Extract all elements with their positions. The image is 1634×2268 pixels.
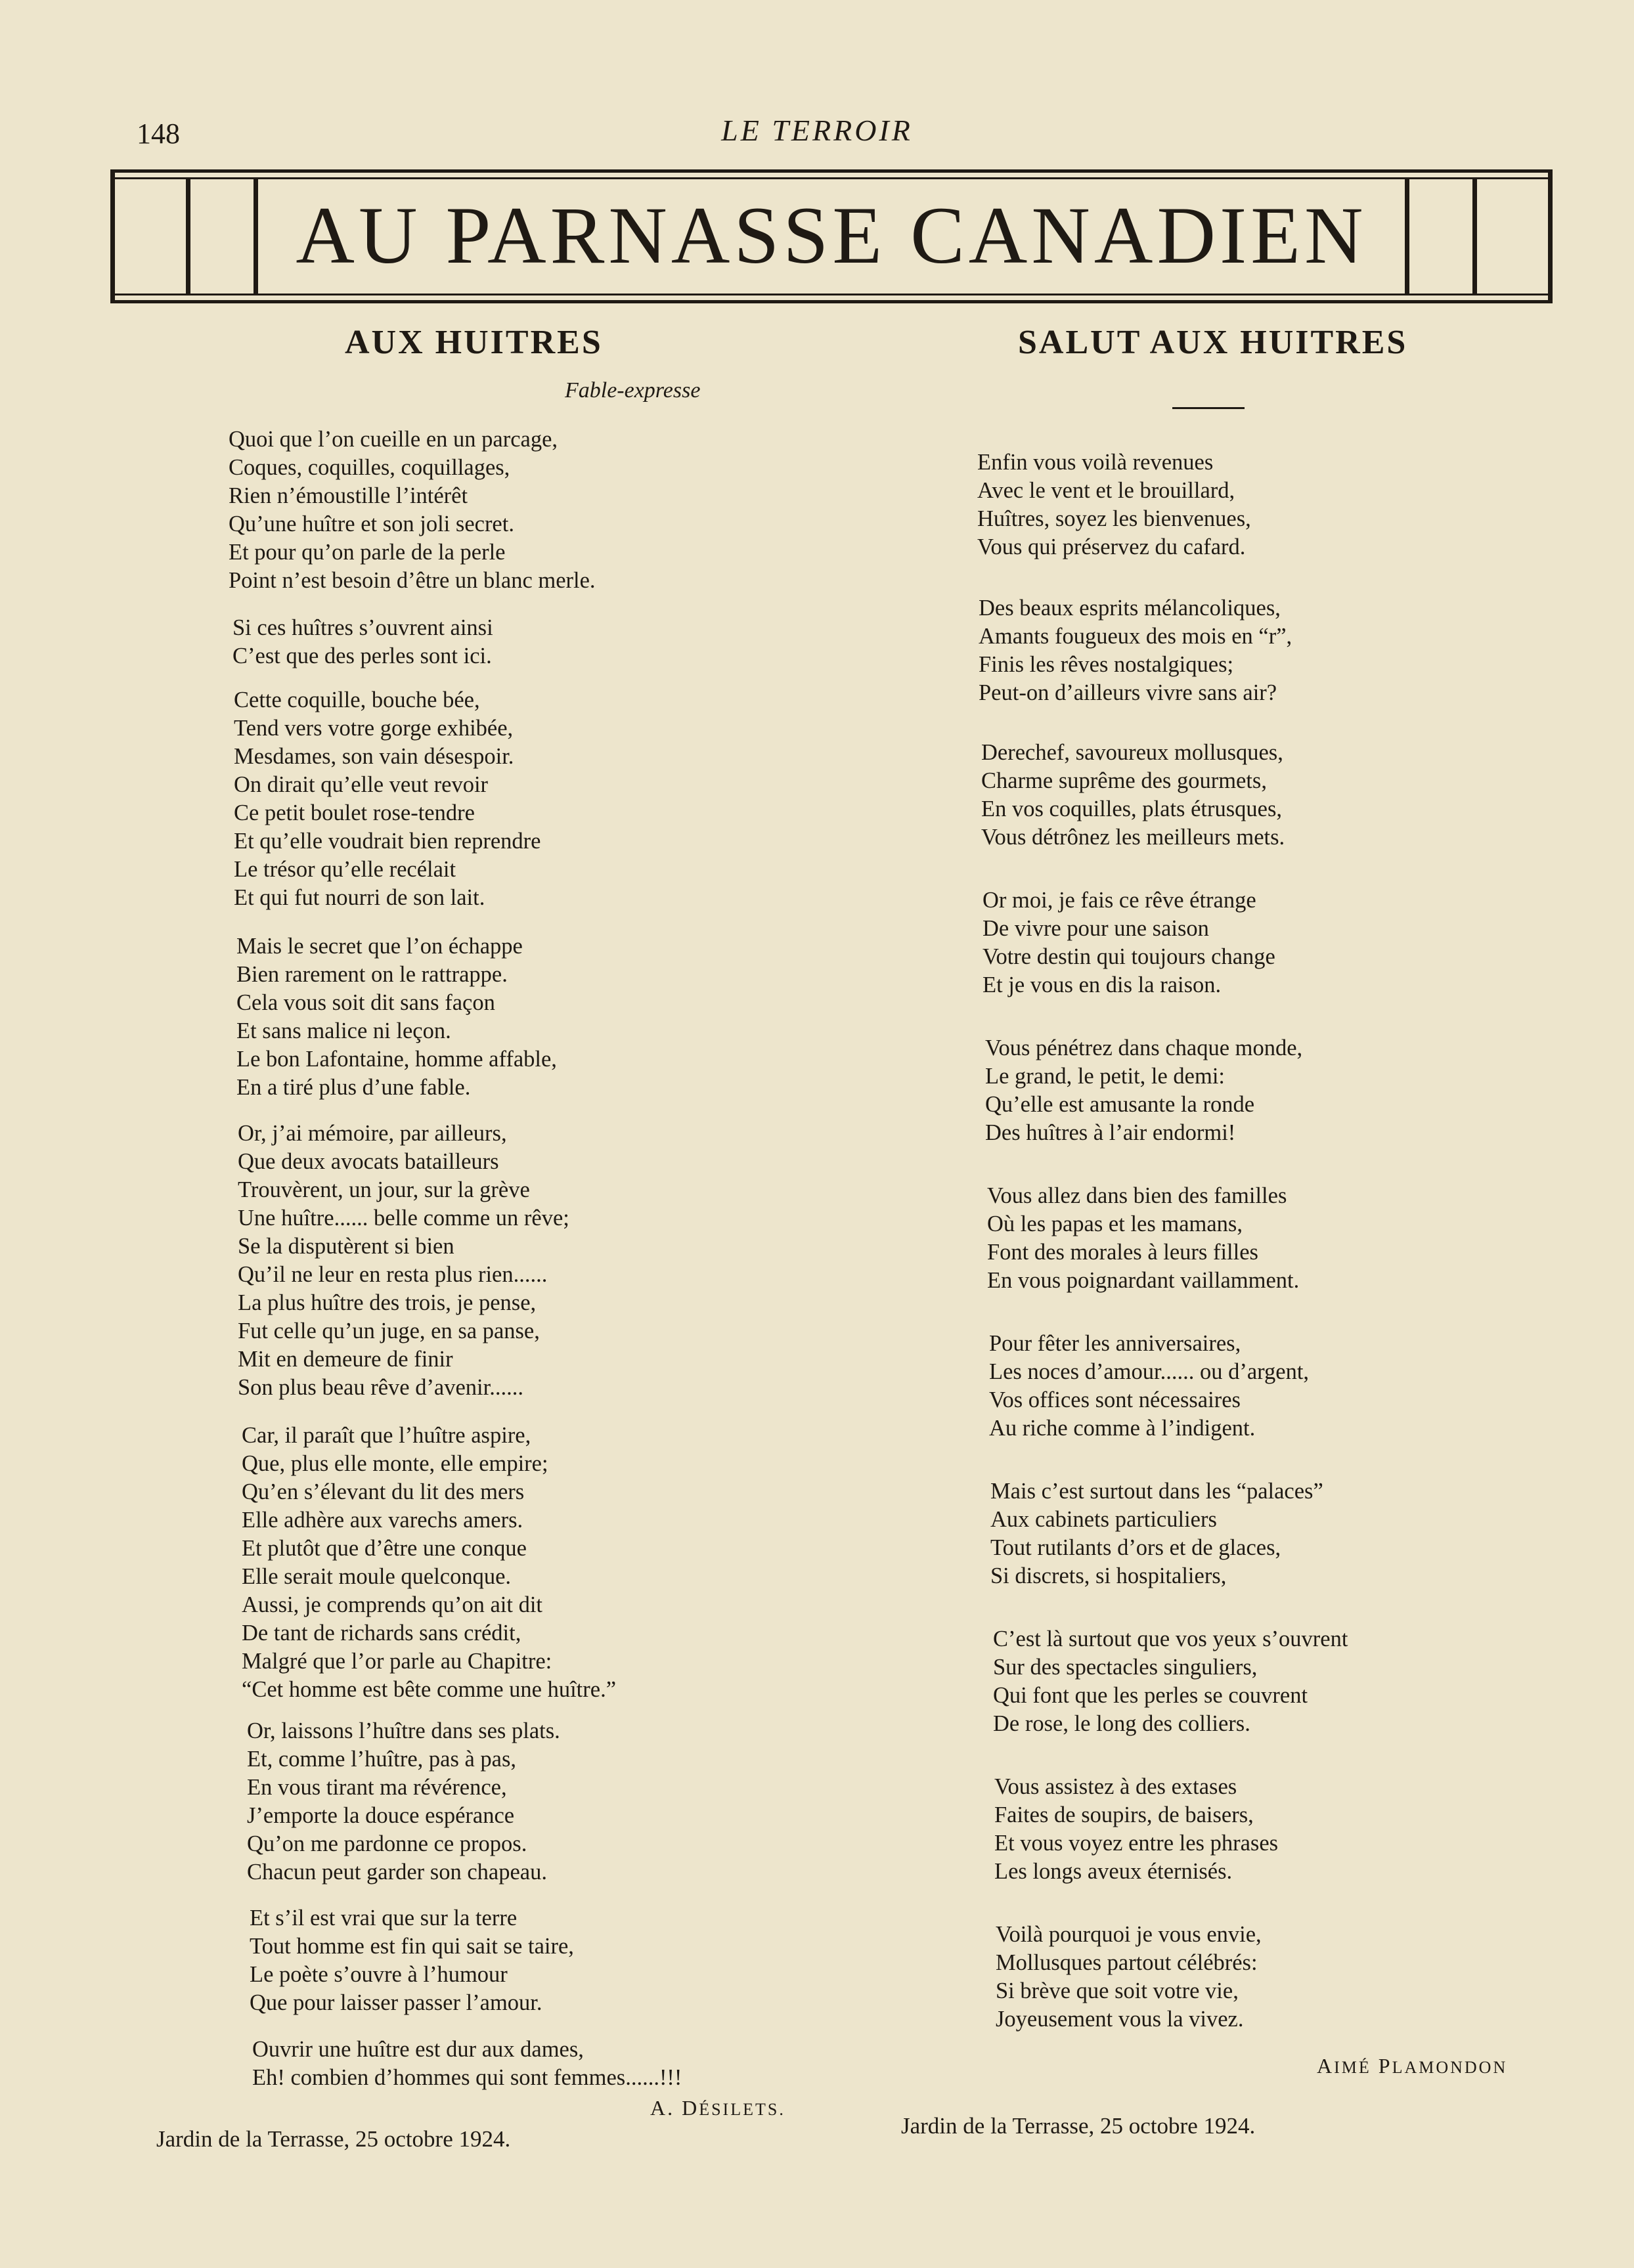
verse-line: Ouvrir une huître est dur aux dames,	[252, 2037, 584, 2062]
verse-line: Quoi que l’on cueille en un parcage,	[229, 427, 558, 452]
verse-line: Or, laissons l’huître dans ses plats.	[247, 1718, 560, 1743]
verse-line: Sur des spectacles singuliers,	[993, 1655, 1258, 1680]
verse-line: Elle adhère aux varechs amers.	[242, 1508, 523, 1533]
verse-line: Cette coquille, bouche bée,	[234, 687, 480, 712]
banner-top-rule-inner	[110, 177, 1553, 179]
stanza	[252, 2036, 682, 2092]
running-head: LE TERROIR	[721, 114, 913, 147]
verse-line: Et sans malice ni leçon.	[236, 1018, 451, 1043]
stanza	[229, 425, 596, 595]
verse-line: Qu’une huître et son joli secret.	[229, 512, 514, 536]
stanza	[987, 1182, 1299, 1295]
verse-line: Or moi, je fais ce rêve étrange	[983, 888, 1256, 913]
verse-line: Et qui fut nourri de son lait.	[234, 885, 485, 910]
verse-line: Malgré que l’or parle au Chapitre:	[242, 1649, 552, 1674]
verse-line: Mais c’est surtout dans les “palaces”	[990, 1479, 1323, 1504]
verse-line: Faites de soupirs, de baisers,	[994, 1802, 1254, 1827]
verse-line: Des huîtres à l’air endormi!	[985, 1120, 1236, 1145]
verse-line: De vivre pour une saison	[983, 916, 1209, 941]
banner-top-rule-outer	[110, 169, 1553, 173]
verse-line: Tout homme est fin qui sait se taire,	[250, 1934, 574, 1959]
stanza	[977, 448, 1251, 561]
verse-line: Bien rarement on le rattrappe.	[236, 962, 508, 987]
verse-line: Peut-on d’ailleurs vivre sans air?	[979, 680, 1277, 705]
verse-line: Vous assistez à des extases	[994, 1774, 1237, 1799]
title-divider-rule	[1172, 407, 1245, 409]
verse-line: Qu’elle est amusante la ronde	[985, 1092, 1255, 1117]
stanza	[983, 886, 1275, 999]
verse-line: De rose, le long des colliers.	[993, 1711, 1250, 1736]
verse-line: Que, plus elle monte, elle empire;	[242, 1451, 548, 1476]
verse-line: Rien n’émoustille l’intérêt	[229, 483, 468, 508]
verse-line: Au riche comme à l’indigent.	[989, 1416, 1256, 1441]
verse-line: Point n’est besoin d’être un blanc merle.	[229, 568, 596, 593]
verse-line: Si ces huîtres s’ouvrent ainsi	[232, 615, 493, 640]
stanza	[242, 1422, 616, 1704]
poem-subtitle: Fable-expresse	[565, 378, 701, 403]
verse-line: J’emporte la douce espérance	[247, 1803, 515, 1828]
verse-line: En vos coquilles, plats étrusques,	[981, 796, 1283, 821]
verse-line: Vous qui préservez du cafard.	[977, 534, 1246, 559]
verse-line: Si discrets, si hospitaliers,	[990, 1563, 1227, 1588]
verse-line: Elle serait moule quelconque.	[242, 1564, 512, 1589]
stanza	[238, 1120, 569, 1402]
verse-line: Car, il paraît que l’huître aspire,	[242, 1423, 531, 1448]
page-number: 148	[137, 118, 180, 150]
poem-author: A. DÉSILETS.	[650, 2096, 785, 2120]
poem-title: SALUT AUX HUITRES	[1018, 324, 1408, 361]
verse-line: La plus huître des trois, je pense,	[238, 1290, 537, 1315]
verse-line: Qu’en s’élevant du lit des mers	[242, 1479, 525, 1504]
verse-line: Votre destin qui toujours change	[983, 944, 1275, 969]
verse-line: Les longs aveux éternisés.	[994, 1859, 1233, 1884]
stanza	[247, 1717, 560, 1886]
verse-line: Et pour qu’on parle de la perle	[229, 540, 506, 565]
section-banner	[110, 169, 1553, 303]
verse-line: Pour fêter les anniversaires,	[989, 1331, 1241, 1356]
stanza	[993, 1625, 1348, 1738]
verse-line: Mesdames, son vain désespoir.	[234, 744, 514, 769]
poem-dateline: Jardin de la Terrasse, 25 octobre 1924.	[156, 2126, 511, 2152]
verse-line: Mit en demeure de finir	[238, 1347, 453, 1372]
verse-line: Des beaux esprits mélancoliques,	[979, 596, 1281, 621]
verse-line: Une huître...... belle comme un rêve;	[238, 1206, 569, 1231]
stanza	[990, 1477, 1323, 1590]
verse-line: Qui font que les perles se couvrent	[993, 1683, 1308, 1708]
verse-line: Font des morales à leurs filles	[987, 1240, 1258, 1265]
verse-line: Derechef, savoureux mollusques,	[981, 740, 1283, 765]
verse-line: Finis les rêves nostalgiques;	[979, 652, 1234, 677]
verse-line: Et qu’elle voudrait bien reprendre	[234, 829, 541, 854]
verse-line: Si brève que soit votre vie,	[996, 1978, 1239, 2003]
verse-line: Huîtres, soyez les bienvenues,	[977, 506, 1251, 531]
verse-line: C’est là surtout que vos yeux s’ouvrent	[993, 1626, 1348, 1651]
verse-line: Le grand, le petit, le demi:	[985, 1064, 1225, 1089]
poem-dateline: Jardin de la Terrasse, 25 octobre 1924.	[901, 2113, 1256, 2139]
verse-line: Se la disputèrent si bien	[238, 1234, 454, 1259]
verse-line: Or, j’ai mémoire, par ailleurs,	[238, 1121, 507, 1146]
verse-line: C’est que des perles sont ici.	[232, 643, 492, 668]
verse-line: En vous tirant ma révérence,	[247, 1775, 507, 1800]
verse-line: “Cet homme est bête comme une huître.”	[242, 1677, 617, 1702]
verse-line: Amants fougueux des mois en “r”,	[979, 624, 1292, 649]
stanza	[989, 1330, 1309, 1443]
verse-line: Charme suprême des gourmets,	[981, 768, 1267, 793]
stanza	[232, 614, 493, 670]
verse-line: De tant de richards sans crédit,	[242, 1621, 521, 1646]
verse-line: Eh! combien d’hommes qui sont femmes......!!!	[252, 2065, 682, 2090]
verse-line: Ce petit boulet rose-tendre	[234, 800, 475, 825]
verse-line: Voilà pourquoi je vous envie,	[996, 1922, 1262, 1947]
stanza	[994, 1773, 1278, 1886]
verse-line: Coques, coquilles, coquillages,	[229, 455, 510, 480]
verse-line: Vous pénétrez dans chaque monde,	[985, 1036, 1303, 1060]
banner-bottom-rule-inner	[110, 294, 1553, 295]
verse-line: Tout rutilants d’ors et de glaces,	[990, 1535, 1281, 1560]
stanza	[234, 686, 541, 912]
verse-line: Trouvèrent, un jour, sur la grève	[238, 1177, 530, 1202]
verse-line: Et plutôt que d’être une conque	[242, 1536, 527, 1561]
verse-line: Le trésor qu’elle recélait	[234, 857, 456, 882]
verse-line: Aux cabinets particuliers	[990, 1507, 1217, 1532]
verse-line: Le bon Lafontaine, homme affable,	[236, 1047, 557, 1072]
poem-author: AIMÉ PLAMONDON	[1317, 2054, 1508, 2078]
verse-line: Vous détrônez les meilleurs mets.	[981, 825, 1285, 850]
verse-line: Fut celle qu’un juge, en sa panse,	[238, 1319, 540, 1343]
stanza	[996, 1921, 1262, 2034]
verse-line: Mollusques partout célébrés:	[996, 1950, 1258, 1975]
banner-bottom-rule-outer	[110, 300, 1553, 303]
verse-line: Vos offices sont nécessaires	[989, 1387, 1241, 1412]
verse-line: Que deux avocats batailleurs	[238, 1149, 499, 1174]
stanza	[250, 1904, 574, 2017]
verse-line: Et s’il est vrai que sur la terre	[250, 1906, 518, 1930]
verse-line: Mais le secret que l’on échappe	[236, 934, 523, 959]
verse-line: Aussi, je comprends qu’on ait dit	[242, 1592, 543, 1617]
verse-line: Et, comme l’huître, pas à pas,	[247, 1747, 517, 1772]
verse-line: Tend vers votre gorge exhibée,	[234, 716, 514, 741]
verse-line: En a tiré plus d’une fable.	[236, 1075, 471, 1100]
verse-line: Vous allez dans bien des familles	[987, 1183, 1287, 1208]
verse-line: Avec le vent et le brouillard,	[977, 478, 1235, 503]
verse-line: Que pour laisser passer l’amour.	[250, 1990, 542, 2015]
stanza	[236, 932, 557, 1102]
verse-line: Qu’il ne leur en resta plus rien......	[238, 1262, 548, 1287]
verse-line: Son plus beau rêve d’avenir......	[238, 1375, 523, 1400]
verse-line: Et je vous en dis la raison.	[983, 972, 1222, 997]
stanza	[979, 594, 1292, 707]
verse-line: Chacun peut garder son chapeau.	[247, 1860, 547, 1885]
verse-line: Les noces d’amour...... ou d’argent,	[989, 1359, 1310, 1384]
verse-line: Le poète s’ouvre à l’humour	[250, 1962, 508, 1987]
verse-line: Qu’on me pardonne ce propos.	[247, 1831, 527, 1856]
verse-line: Et vous voyez entre les phrases	[994, 1831, 1279, 1856]
verse-line: Où les papas et les mamans,	[987, 1211, 1243, 1236]
verse-line: En vous poignardant vaillamment.	[987, 1268, 1300, 1293]
stanza	[985, 1034, 1302, 1147]
section-title: AU PARNASSE CANADIEN	[296, 190, 1367, 280]
verse-line: Cela vous soit dit sans façon	[236, 990, 495, 1015]
stanza	[981, 739, 1285, 852]
poem-title: AUX HUITRES	[345, 324, 603, 361]
verse-line: On dirait qu’elle veut revoir	[234, 772, 489, 797]
verse-line: Joyeusement vous la vivez.	[996, 2007, 1244, 2032]
verse-line: Enfin vous voilà revenues	[977, 450, 1214, 475]
